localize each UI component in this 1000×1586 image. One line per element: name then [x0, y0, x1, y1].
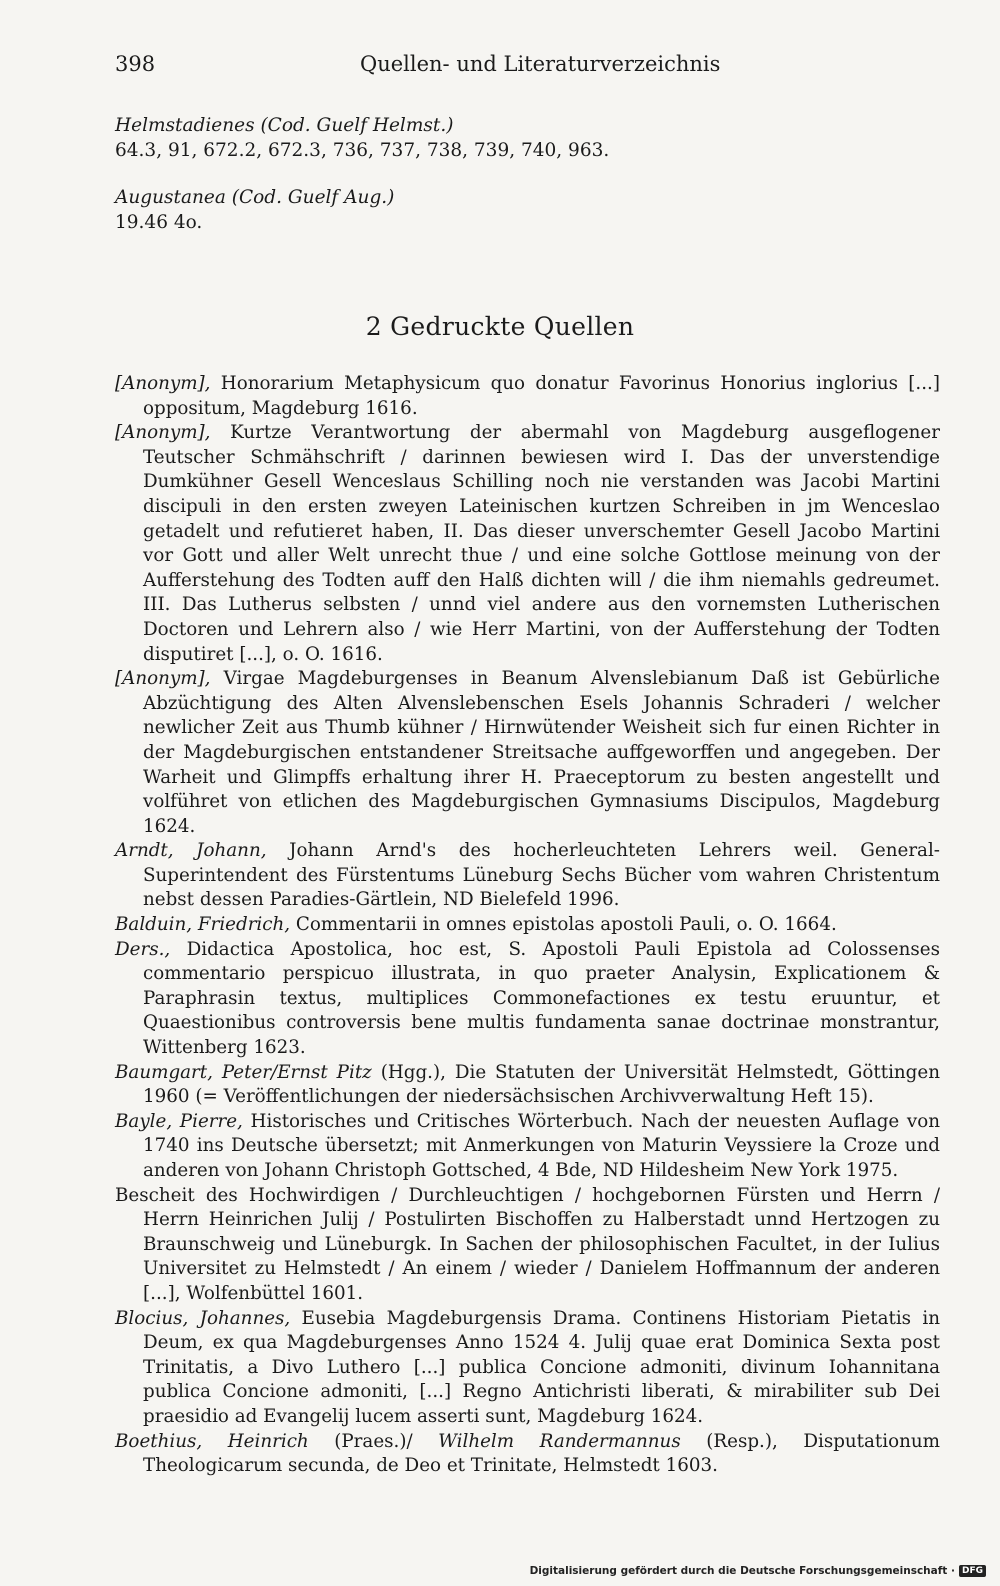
running-header [115, 52, 938, 82]
entry-text: Johann Arnd's des hocherleuchteten Lehrers weil. General-Superintendent des Fürstentums Lüneburg Sechs Bücher vom wahren Christentum nebst dessen Paradies-Gärtlein, ND Bielefeld 1996. [143, 840, 940, 911]
bibliography-entry [115, 1110, 940, 1184]
bibliography-entry [115, 372, 940, 421]
manuscript-group [115, 185, 394, 235]
entry-text: Virgae Magdeburgenses in Beanum Alvenslebianum Daß ist Gebürliche Abzüchtigung des Alten Alvenslebenschen Esels Johannis Schraderi / welcher newlicher Zeit aus Thumb kühner / Hirnwütender Weisheit sich fur einen Richter in der Magdeburgischen entstandener Streitsache auffgeworffen und angegeben. Der Warheit und Glimpffs erhaltung ihrer H. Praeceptorum zu besten angestellt und volführet von etlichen des Magdeburgischen Gymnasiums Discipulos, Magdeburg 1624. [143, 668, 940, 837]
page-number: 398 [115, 52, 156, 76]
manuscript-label: Augustanea (Cod. Guelf Aug.) [115, 187, 395, 208]
bibliography-entry [115, 913, 940, 938]
digitization-footer [530, 1565, 986, 1577]
entry-text: Commentarii in omnes epistolas apostoli Pauli, o. O. 1664. [290, 914, 837, 936]
bibliography-entry [115, 839, 940, 913]
entry-author: Baumgart, Peter/Ernst Pitz [115, 1061, 372, 1083]
entry-text: Bescheit des Hochwirdigen / Durchleuchtigen / hochgebornen Fürsten und Herrn / Herrn Heinrichen Julij / Postulirten Bischoffen zu Halberstadt unnd Hertzogen zu Braunschweig und Lüneburgk. In Sachen der philosophischen Facultet, in der Iulius Universitet zu Helmstedt / An einem / wieder / Danielem Hoffmannum der anderen [...], Wolfenbüttel 1601. [115, 1184, 940, 1304]
entry-author: [Anonym], [115, 373, 211, 394]
entry-text-secondary: (Resp.), Disputationum Theologicarum secunda, de Deo et Trinitate, Helmstedt 1603. [143, 1430, 941, 1477]
entry-author: Bayle, Pierre, [115, 1110, 243, 1132]
entry-text: Eusebia Magdeburgensis Drama. Continens Historiam Pietatis in Deum, ex qua Magdeburgenses Anno 1524 4. Julij quae erat Dominica Sexta post Trinitatis, a Divo Luthero [...] publica Concione admoniti, divinum Iohannitana publica Concione admoniti, [...] Regno Antichristi liberati, & mirabiliter sub Dei praesidio ad Evangelij lucem asserti sunt, Magdeburg 1624. [143, 1307, 940, 1427]
entry-author: Arndt, Johann, [115, 840, 267, 862]
bibliography-entry [115, 1184, 940, 1307]
entry-text: Historisches und Critisches Wörterbuch. Nach der neuesten Auflage von 1740 ins Deutsche übersetzt; mit Anmerkungen von Maturin Veyssiere la Croze und anderen von Johann Christoph Gottsched, 4 Bde, ND Hildesheim New York 1975. [143, 1110, 940, 1181]
bibliography-list [115, 372, 940, 1479]
footer-credit: Digitalisierung gefördert durch die Deutsche Forschungsgemeinschaft · [529, 1565, 955, 1577]
manuscript-label: Helmstadienes (Cod. Guelf Helmst.) [115, 115, 454, 136]
bibliography-entry [115, 421, 940, 667]
entry-text: Didactica Apostolica, hoc est, S. Apostoli Pauli Epistola ad Colossenses commentario perspicuo illustrata, in quo praeter Analysin, Explicationem & Paraphrasin textus, multiplices Commonefactiones ex testu eruuntur, et Quaestionibus controversis bene multis fundamenta sanae doctrinae monstrantur, Wittenberg 1623. [143, 938, 940, 1059]
bibliography-entry [115, 1430, 940, 1479]
entry-author: Boethius, Heinrich [115, 1430, 309, 1452]
section-heading: 2 Gedruckte Quellen [365, 312, 635, 341]
bibliography-entry [115, 1061, 940, 1110]
entry-text: Kurtze Verantwortung der abermahl von Magdeburg ausgeflogener Teutscher Schmähschrift / darinnen bewiesen wird I. Das der unverstendige Dumkühner Gesell Wenceslaus Schilling noch nie verstanden was Jacobi Martini discipuli in den ersten zweyen Lateinischen kurtzen Schreiben in jm Wenceslao getadelt und refutieret haben, II. Das dieser unverschemter Gesell Jacobo Martini vor Gott und aller Welt unrecht thue / und eine solche Gottlose meinung von der Aufferstehung des Todten auff den Halß dichten will / die ihm niemahls gedreumet. III. Das Lutherus selbsten / unnd viel andere aus den vornemsten Lutherischen Doctoren und Lehrern also / wie Herr Martini, von der Aufferstehung der Todten disputiret [...], o. O. 1616. [143, 422, 940, 665]
entry-author: [Anonym], [115, 668, 211, 690]
entry-author: Ders., [115, 938, 171, 960]
entry-author: Balduin, Friedrich, [115, 914, 291, 936]
entry-text: (Praes.)/ [308, 1430, 439, 1452]
entry-author: [Anonym], [115, 422, 211, 444]
entry-author: Blocius, Johannes, [115, 1307, 291, 1329]
manuscript-items: 19.46 4o. [115, 212, 203, 233]
dfg-logo-icon: DFG [959, 1565, 986, 1577]
entry-author-secondary: Wilhelm Randermannus [438, 1430, 681, 1452]
bibliography-entry [115, 938, 940, 1061]
manuscript-group [115, 113, 609, 163]
running-title: Quellen- und Literaturverzeichnis [360, 52, 721, 76]
entry-text: (Hgg.), Die Statuten der Universität Helmstedt, Göttingen 1960 (= Veröffentlichungen der niedersächsischen Archivverwaltung Heft 15). [143, 1061, 940, 1108]
bibliography-entry [115, 667, 940, 839]
entry-text: Honorarium Metaphysicum quo donatur Favorinus Honorius inglorius [...] oppositum, Magdeburg 1616. [143, 373, 940, 419]
manuscript-items: 64.3, 91, 672.2, 672.3, 736, 737, 738, 739, 740, 963. [115, 140, 610, 161]
bibliography-entry [115, 1307, 940, 1430]
